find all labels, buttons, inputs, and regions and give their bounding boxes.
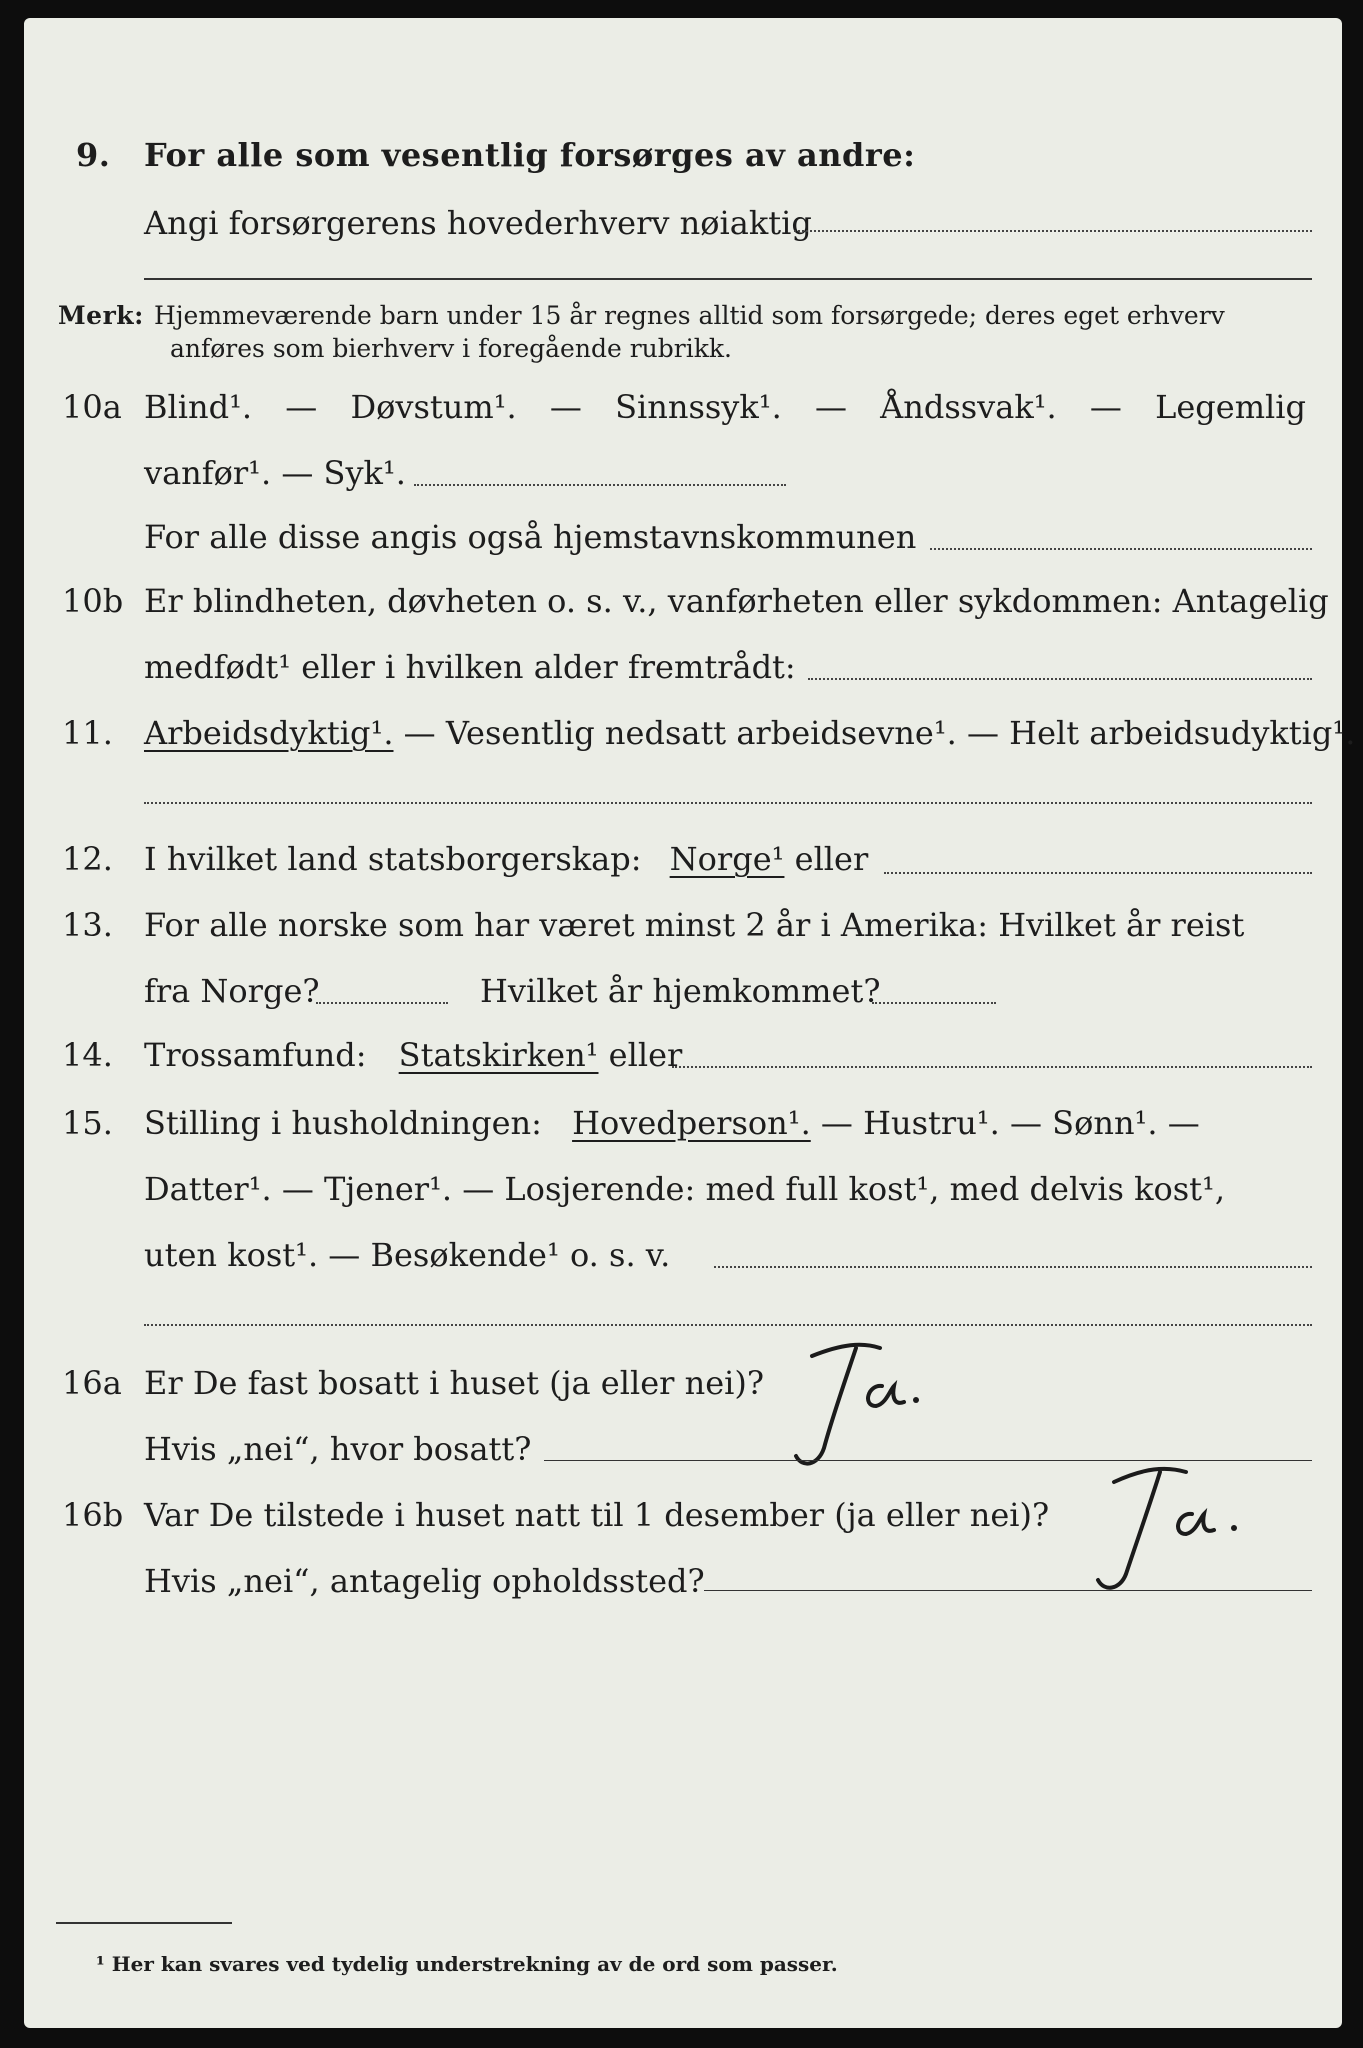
dash: — — [1089, 388, 1122, 426]
q16a-number: 16a — [62, 1364, 122, 1402]
q10a-syk-field[interactable] — [414, 484, 786, 486]
q10b-number: 10b — [62, 582, 124, 620]
dash: — — [285, 388, 318, 426]
q14-opt-statskirken[interactable]: Statskirken¹ — [398, 1036, 599, 1074]
q9-answer-field[interactable] — [794, 230, 1312, 232]
q9-number: 9. — [76, 136, 111, 174]
q11-number: 11. — [62, 714, 113, 752]
q15-text-1 — [144, 1104, 1200, 1142]
handwriting-ja-icon — [1074, 1458, 1254, 1608]
q10a-line-2: vanfør¹. — Syk¹. — [144, 454, 406, 492]
q10a-line-3: For alle disse angis også hjemstavnskommunen — [144, 518, 917, 556]
q16b-handwritten-answer — [1074, 1458, 1254, 1612]
q15-answer-field[interactable] — [714, 1266, 1312, 1268]
q16b-line-2: Hvis „nei“, antagelig opholdssted? — [144, 1562, 705, 1600]
q16b-opholdssted-field[interactable] — [704, 1590, 1312, 1591]
q11-answer-field[interactable] — [144, 802, 1312, 804]
q10a-opt-andssvak[interactable]: Åndssvak¹. — [880, 388, 1057, 426]
q11-opt-arbeidsdyktig[interactable]: Arbeidsdyktig¹. — [144, 714, 394, 752]
q16b-number: 16b — [62, 1496, 124, 1534]
q13-line-1: For alle norske som har været minst 2 år i Amerika: Hvilket år reist — [144, 906, 1245, 944]
q13-reist-field[interactable] — [316, 1002, 448, 1004]
q14-suffix: eller — [608, 1036, 683, 1074]
q10a-hjemstavn-field[interactable] — [930, 548, 1312, 550]
q15-line-3[interactable]: uten kost¹. — Besøkende¹ o. s. v. — [144, 1236, 671, 1274]
q12-number: 12. — [62, 840, 113, 878]
q14-number: 14. — [62, 1036, 113, 1074]
handwriting-ja-icon — [782, 1338, 932, 1488]
q15-prefix: Stilling i husholdningen: — [144, 1104, 542, 1142]
q10a-opt-legemlig[interactable]: Legemlig — [1155, 388, 1306, 426]
q13-hjemkommet-field[interactable] — [872, 1002, 996, 1004]
dash: — — [549, 388, 582, 426]
q13-line-2b: Hvilket år hjemkommet? — [480, 972, 881, 1010]
q15-extra-field[interactable] — [144, 1324, 1312, 1326]
q10b-line-2: medfødt¹ eller i hvilken alder fremtrådt: — [144, 648, 796, 686]
q15-rest-1[interactable]: — Hustru¹. — Sønn¹. — — [820, 1104, 1200, 1142]
q16a-line-1: Er De fast bosatt i huset (ja eller nei)? — [144, 1364, 765, 1402]
separator-line — [144, 278, 1312, 280]
q12-text — [144, 840, 868, 878]
q10b-line-1: Er blindheten, døvheten o. s. v., vanførheten eller sykdommen: Antagelig — [144, 582, 1329, 620]
q15-number: 15. — [62, 1104, 113, 1142]
q14-text — [144, 1036, 682, 1074]
q9-prompt: Angi forsørgerens hovederhverv nøiaktig — [144, 204, 812, 242]
q10a-opt-sinnssyk[interactable]: Sinnssyk¹. — [615, 388, 782, 426]
footnote: ¹ Her kan svares ved tydelig understrekning av de ord som passer. — [96, 1952, 838, 1976]
q10a-opt-dovstum[interactable]: Døvstum¹. — [350, 388, 517, 426]
q9-title: For alle som vesentlig forsørges av andre: — [144, 136, 916, 174]
footnote-rule — [56, 1922, 232, 1924]
q10b-answer-field[interactable] — [808, 678, 1312, 680]
merk-label: Merk: — [58, 301, 144, 330]
q16b-line-1: Var De tilstede i huset natt til 1 desember (ja eller nei)? — [144, 1496, 1050, 1534]
q12-answer-field[interactable] — [884, 872, 1312, 874]
q13-number: 13. — [62, 906, 113, 944]
merk-line-2: anføres som bierhverv i foregående rubrikk. — [170, 334, 732, 363]
q16a-line-2: Hvis „nei“, hvor bosatt? — [144, 1430, 532, 1468]
q11-options — [144, 714, 1355, 752]
merk-line-1: Hjemmeværende barn under 15 år regnes alltid som forsørgede; deres eget erhverv — [154, 301, 1225, 330]
q14-prefix: Trossamfund: — [144, 1036, 367, 1074]
q10a-opt-blind[interactable]: Blind¹. — [144, 388, 253, 426]
q15-opt-hovedperson[interactable]: Hovedperson¹. — [572, 1104, 811, 1142]
q12-prefix: I hvilket land statsborgerskap: — [144, 840, 642, 878]
q10a-options — [144, 388, 1306, 426]
dash: — — [814, 388, 847, 426]
q14-answer-field[interactable] — [672, 1066, 1312, 1068]
q11-opt-rest[interactable]: — Vesentlig nedsatt arbeidsevne¹. — Helt arbeidsudyktig¹. — [403, 714, 1356, 752]
q15-line-2[interactable]: Datter¹. — Tjener¹. — Losjerende: med full kost¹, med delvis kost¹, — [144, 1170, 1226, 1208]
q12-opt-norge[interactable]: Norge¹ — [669, 840, 785, 878]
q10a-number: 10a — [62, 388, 122, 426]
q12-suffix: eller — [794, 840, 869, 878]
q16a-handwritten-answer — [782, 1338, 932, 1492]
q13-line-2a: fra Norge? — [144, 972, 320, 1010]
census-form-page — [24, 18, 1356, 2028]
